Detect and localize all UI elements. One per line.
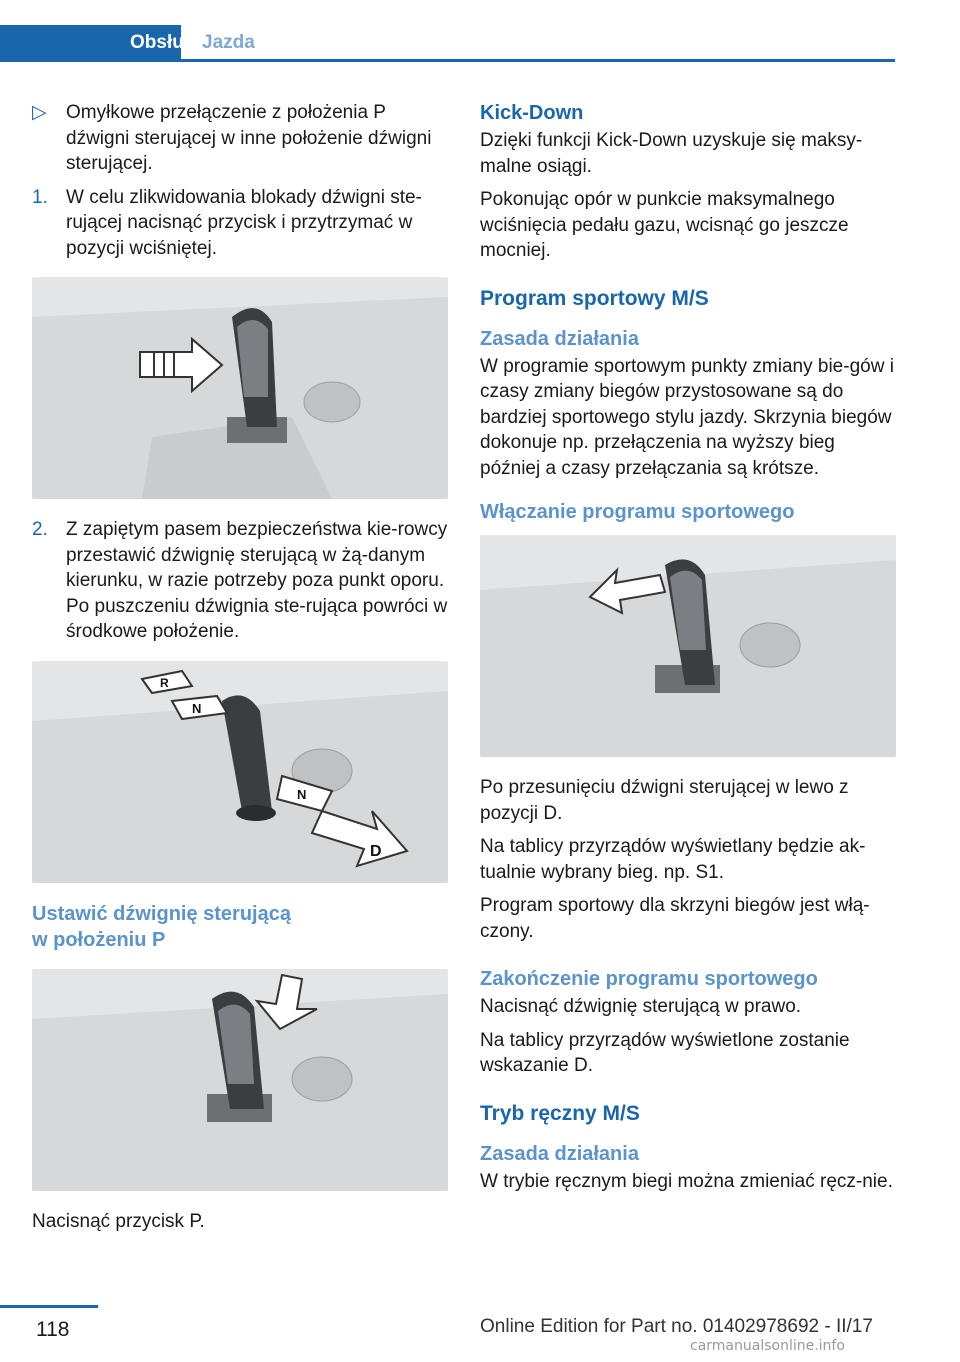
left-column xyxy=(32,100,448,1242)
label-d: D xyxy=(370,842,382,860)
bullet-item xyxy=(32,100,448,177)
heading-sport-program: Program sportowy M/S xyxy=(480,286,709,310)
label-n-upper: N xyxy=(192,700,202,716)
figure-sport-on xyxy=(480,535,896,757)
triangle-bullet-icon: ▷ xyxy=(32,102,47,123)
figure-shift-positions xyxy=(32,661,448,883)
label-r: R xyxy=(160,675,169,690)
heading-sport-off: Zakończenie programu sportowego xyxy=(480,968,818,990)
manual-principle-text: W trybie ręcznym biegi można zmieniać ręcz‐nie. xyxy=(480,1170,893,1192)
park-instruction: Nacisnąć przycisk P. xyxy=(32,1210,205,1232)
step-1 xyxy=(32,185,448,262)
sport-on-text-1: Po przesunięciu dźwigni sterującej w lewo z pozycji D. xyxy=(480,777,849,824)
edition-note: Online Edition for Part no. 01402978692 - II/17 xyxy=(480,1316,873,1337)
figure-park-button xyxy=(32,969,448,1191)
sport-off-text-1: Nacisnąć dźwignię sterującą w prawo. xyxy=(480,996,802,1017)
heading-sport-principle: Zasada działania xyxy=(480,327,639,350)
sport-principle-text: W programie sportowym punkty zmiany bie‐gów i czasy zmiany biegów przystosowane są do bardziej sportowego stylu jazdy. Skrzynia biegów dokonuje np. przełączenia na wyższy bieg później a czasy przełączania są krótsze. xyxy=(480,355,894,479)
kickdown-text-2: Pokonując opór w punkcie maksymalnego wciśnięcia pedału gazu, wcisnąć go jeszcze mocniej. xyxy=(480,189,849,261)
heading-kickdown: Kick-Down xyxy=(480,102,584,124)
heading-park-line2: w położeniu P xyxy=(32,928,166,951)
chapter-tabs xyxy=(0,25,276,61)
step-number: 1. xyxy=(32,186,48,208)
footer-rule xyxy=(0,1305,98,1308)
step-text: Z zapiętym pasem bezpieczeństwa kie‐rowcy przestawić dźwignię sterującą w żą‐danym kierunku, w razie potrzeby poza punkt oporu. Po puszczeniu dźwignia ste‐rująca powróci w środkowe położenie. xyxy=(66,519,448,642)
page-number: 118 xyxy=(36,1318,70,1341)
bullet-text: Omyłkowe przełączenie z położenia P dźwigni sterującej w inne położenie dźwigni sterującej. xyxy=(66,102,432,174)
heading-manual-mode: Tryb ręczny M/S xyxy=(480,1101,640,1125)
kickdown-text-1: Dzięki funkcji Kick-Down uzyskuje się maksy‐malne osiągi. xyxy=(480,130,863,177)
label-n-lower: N xyxy=(297,786,307,802)
sport-on-text-3: Program sportowy dla skrzyni biegów jest włą‐czony. xyxy=(480,895,870,942)
right-column xyxy=(480,100,896,1202)
tab-jazda[interactable]: Jazda xyxy=(202,32,255,53)
step-2 xyxy=(32,517,448,645)
step-number: 2. xyxy=(32,519,48,540)
sport-on-text-2: Na tablicy przyrządów wyświetlany będzie ak‐tualnie wybrany bieg. np. S1. xyxy=(480,836,866,883)
heading-park xyxy=(32,901,448,953)
figure-press-button xyxy=(32,277,448,499)
tab-obsluga[interactable]: Obsługa xyxy=(0,25,181,61)
watermark: carmanualsonline.info xyxy=(690,1338,845,1354)
sport-off-text-2: Na tablicy przyrządów wyświetlone zostanie wskazanie D. xyxy=(480,1029,850,1076)
header-rule xyxy=(0,59,895,62)
step-text: W celu zlikwidowania blokady dźwigni ste‐rującej nacisnąć przycisk i przytrzymać w pozycji wciśniętej. xyxy=(66,186,422,259)
heading-sport-on: Włączanie programu sportowego xyxy=(480,501,795,523)
heading-park-line1: Ustawić dźwignię sterującą xyxy=(32,902,291,925)
heading-manual-principle: Zasada działania xyxy=(480,1142,639,1165)
